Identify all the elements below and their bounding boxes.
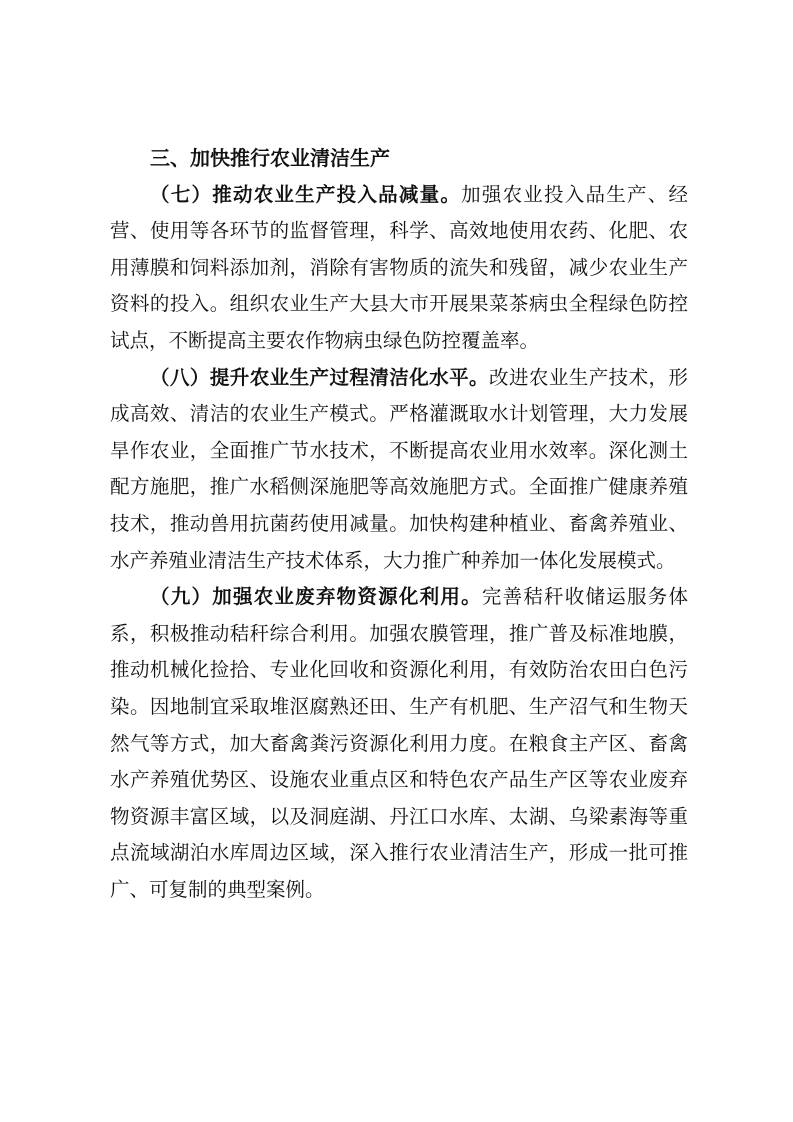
paragraph-9-body: 完善秸秆收储运服务体系，积极推动秸秆综合利用。加强农膜管理，推广普及标准地膜，推动机械化捡拾、专业化回收和资源化利用，有效防治农田白色污染。因地制宜采取堆沤腐熟还田、生产有机肥、生产沼气和生物天然气等方式，加大畜禽粪污资源化利用力度。在粮食主产区、畜禽水产养殖优势区、设施农业重点区和特色农产品生产区等农业废弃物资源丰富区域，以及洞庭湖、丹江口水库、太湖、乌梁素海等重点流域湖泊水库周边区域，深入推行农业清洁生产，形成一批可推广、可复制的典型案例。 bbox=[110, 585, 688, 901]
paragraph-7-lead: （七）推动农业生产投入品减量。 bbox=[150, 182, 462, 206]
paragraph-7 bbox=[110, 177, 688, 360]
paragraph-9 bbox=[110, 579, 688, 908]
paragraph-9-lead: （九）加强农业废弃物资源化利用。 bbox=[150, 585, 482, 609]
document-page bbox=[110, 140, 688, 908]
paragraph-8 bbox=[110, 360, 688, 580]
paragraph-8-body: 改进农业生产技术，形成高效、清洁的农业生产模式。严格灌溉取水计划管理，大力发展旱作农业，全面推广节水技术，不断提高农业用水效率。深化测土配方施肥，推广水稻侧深施肥等高效施肥方式。全面推广健康养殖技术，推动兽用抗菌药使用减量。加快构建种植业、畜禽养殖业、水产养殖业清洁生产技术体系，大力推广种养加一体化发展模式。 bbox=[110, 365, 688, 572]
paragraph-7-body: 加强农业投入品生产、经营、使用等各环节的监督管理，科学、高效地使用农药、化肥、农用薄膜和饲料添加剂，消除有害物质的流失和残留，减少农业生产资料的投入。组织农业生产大县大市开展果菜茶病虫全程绿色防控试点，不断提高主要农作物病虫绿色防控覆盖率。 bbox=[110, 182, 688, 352]
paragraph-8-lead: （八）提升农业生产过程清洁化水平。 bbox=[150, 365, 489, 389]
section-heading: 三、加快推行农业清洁生产 bbox=[150, 146, 390, 170]
